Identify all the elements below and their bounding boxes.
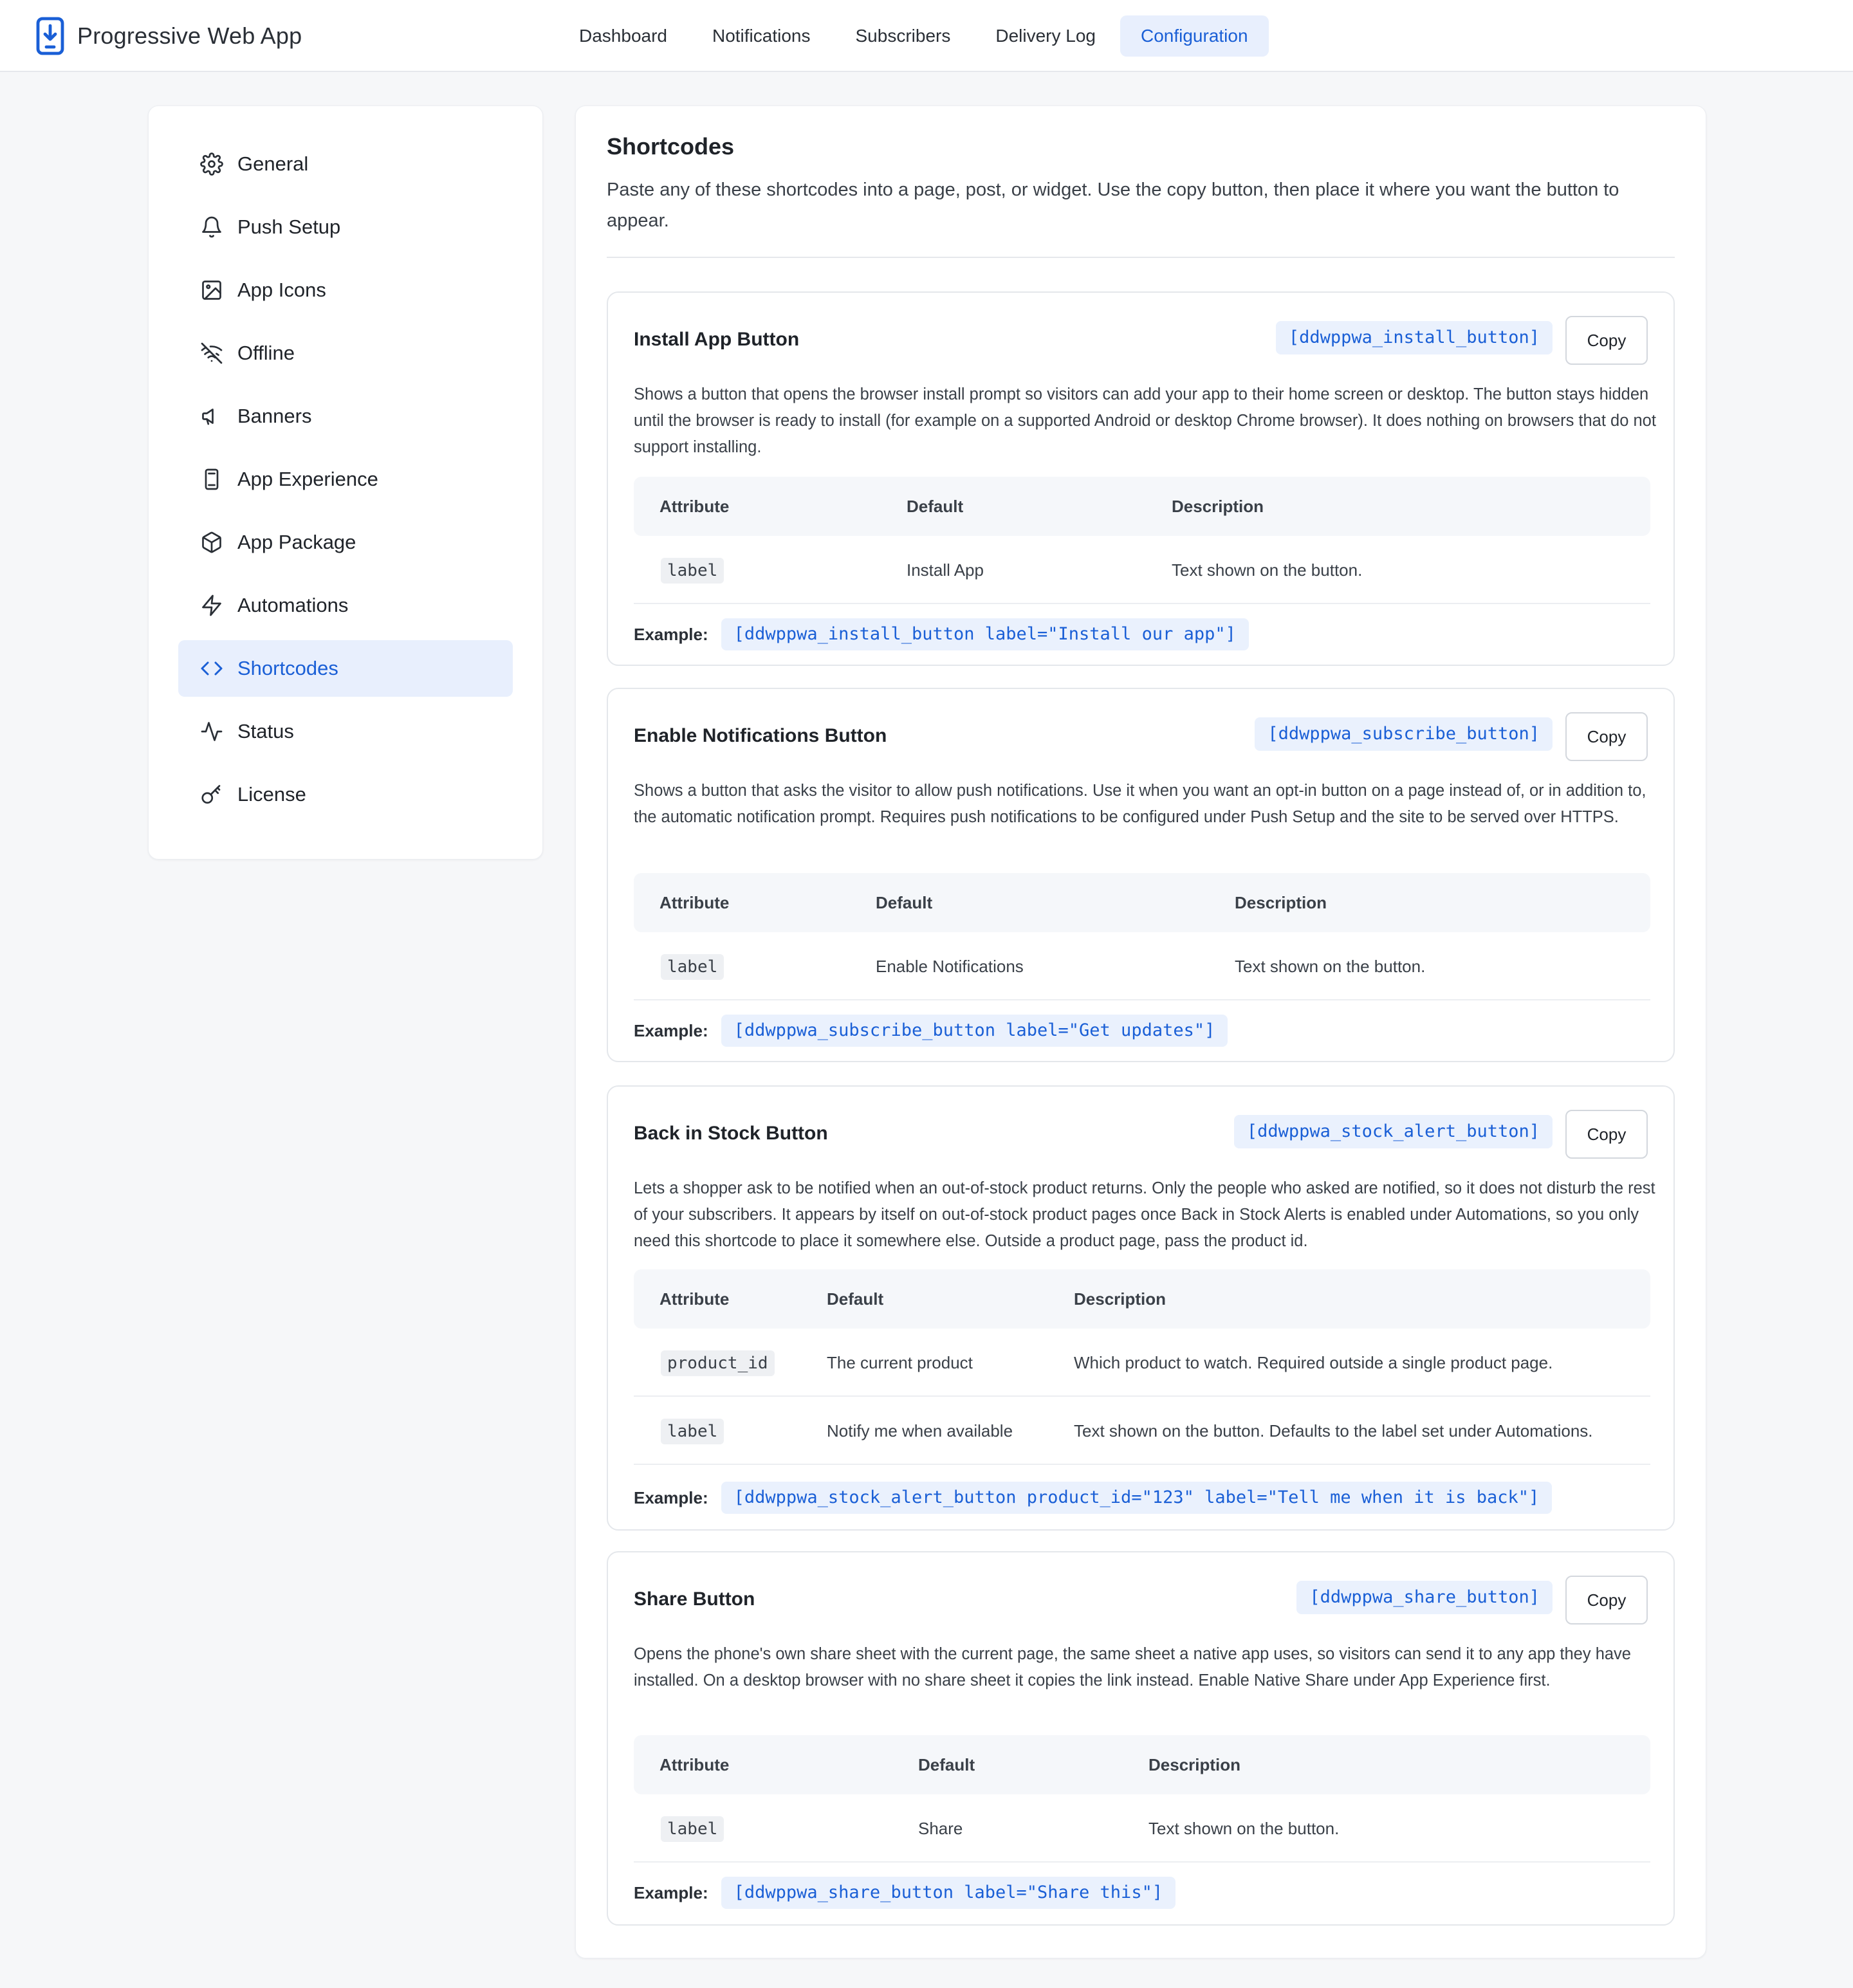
shortcode-chip[interactable]: [ddwppwa_install_button] bbox=[1276, 321, 1553, 354]
sidebar-item-label: Status bbox=[237, 720, 294, 742]
code-icon bbox=[199, 656, 225, 681]
attributes-table bbox=[634, 873, 1650, 1000]
sidebar-item-shortcodes[interactable] bbox=[178, 640, 513, 697]
copy-button[interactable]: Copy bbox=[1565, 1110, 1648, 1159]
attribute-name: product_id bbox=[661, 1350, 775, 1376]
attribute-default: Notify me when available bbox=[827, 1421, 1013, 1440]
card-description: Shows a button that opens the browser install prompt so visitors can add your app to their home screen or desktop. The button stays hidden until the browser is ready to install (for example on a supported Android or desktop Chrome browser). It does nothing on browsers that do not support installing. bbox=[634, 385, 1656, 456]
tab-subscribers[interactable]: Subscribers bbox=[855, 26, 951, 46]
example-line bbox=[634, 618, 1249, 650]
attribute-description: Text shown on the button. bbox=[1148, 1819, 1340, 1838]
activity-icon bbox=[199, 719, 225, 744]
table-row bbox=[634, 1397, 1650, 1465]
copy-button[interactable]: Copy bbox=[1565, 1576, 1648, 1624]
sidebar-item-label: App Experience bbox=[237, 468, 378, 490]
wifi-off-icon bbox=[199, 340, 225, 366]
table-row bbox=[634, 932, 1650, 1000]
sidebar-item-automations[interactable] bbox=[178, 577, 513, 634]
sidebar-item-label: Banners bbox=[237, 405, 312, 427]
sidebar-item-label: App Icons bbox=[237, 279, 326, 301]
card-title: Install App Button bbox=[634, 329, 800, 350]
example-code[interactable]: [ddwppwa_install_button label="Install our app"] bbox=[721, 618, 1249, 650]
example-code[interactable]: [ddwppwa_share_button label="Share this"] bbox=[721, 1877, 1175, 1909]
card-description: Opens the phone's own share sheet with the current page, the same sheet a native app uses, so visitors can send it to any app they have installed. On a desktop browser with no share sheet it copies the link instead. Enable Native Share under App Experience first. bbox=[634, 1645, 1631, 1689]
copy-button[interactable]: Copy bbox=[1565, 316, 1648, 365]
sidebar-item-banners[interactable] bbox=[178, 388, 513, 445]
sidebar-item-push-setup[interactable] bbox=[178, 199, 513, 255]
gear-icon bbox=[199, 151, 225, 177]
brand[interactable] bbox=[36, 17, 302, 55]
app-install-logo-icon bbox=[36, 17, 64, 55]
table-row bbox=[634, 1329, 1650, 1397]
attribute-default: Install App bbox=[907, 560, 984, 580]
card-title: Enable Notifications Button bbox=[634, 725, 887, 746]
settings-sidebar bbox=[148, 106, 543, 860]
copy-button[interactable]: Copy bbox=[1565, 712, 1648, 761]
shortcode-chip[interactable]: [ddwppwa_subscribe_button] bbox=[1255, 717, 1553, 751]
example-code[interactable]: [ddwppwa_stock_alert_button product_id="123" label="Tell me when it is back"] bbox=[721, 1482, 1553, 1514]
shortcode-card-install bbox=[607, 291, 1675, 666]
column-header-description: Description bbox=[1148, 1755, 1241, 1774]
column-header-default: Default bbox=[876, 893, 933, 912]
attribute-default: Enable Notifications bbox=[876, 957, 1024, 976]
table-header bbox=[634, 873, 1650, 932]
sidebar-item-general[interactable] bbox=[178, 136, 513, 192]
attribute-description: Text shown on the button. bbox=[1235, 957, 1426, 976]
attribute-description: Text shown on the button. bbox=[1172, 560, 1363, 580]
sidebar-item-label: Push Setup bbox=[237, 216, 341, 238]
column-header-default: Default bbox=[918, 1755, 975, 1774]
bell-icon bbox=[199, 214, 225, 240]
shortcode-card-share bbox=[607, 1551, 1675, 1926]
example-label: Example: bbox=[634, 624, 708, 644]
attribute-name: label bbox=[661, 954, 724, 980]
page-title: Shortcodes bbox=[607, 133, 735, 160]
example-line bbox=[634, 1015, 1228, 1047]
table-row bbox=[634, 536, 1650, 604]
example-label: Example: bbox=[634, 1487, 708, 1507]
tab-delivery-log[interactable]: Delivery Log bbox=[995, 26, 1096, 46]
card-description: Shows a button that asks the visitor to allow push notifications. Use it when you want an opt-in button on a page instead of, or in addition to, the automatic notification prompt. Requires push notifications to be configured under Push Setup and the site to be served over HTTPS. bbox=[634, 782, 1646, 826]
attributes-table bbox=[634, 1735, 1650, 1863]
column-header-attribute: Attribute bbox=[659, 893, 730, 912]
attribute-description: Text shown on the button. Defaults to the label set under Automations. bbox=[1074, 1421, 1593, 1440]
sidebar-item-app-experience[interactable] bbox=[178, 451, 513, 508]
attributes-table bbox=[634, 477, 1650, 604]
column-header-default: Default bbox=[907, 497, 964, 516]
sidebar-item-status[interactable] bbox=[178, 703, 513, 760]
box-icon bbox=[199, 529, 225, 555]
sidebar-item-label: General bbox=[237, 152, 309, 175]
example-label: Example: bbox=[634, 1882, 708, 1902]
shortcode-card-stock-alert bbox=[607, 1085, 1675, 1531]
example-label: Example: bbox=[634, 1020, 708, 1040]
top-bar bbox=[0, 0, 1853, 72]
table-header bbox=[634, 1735, 1650, 1794]
shortcode-chip[interactable]: [ddwppwa_stock_alert_button] bbox=[1234, 1115, 1553, 1148]
key-icon bbox=[199, 782, 225, 807]
card-description: Lets a shopper ask to be notified when an out-of-stock product returns. Only the people who asked are notified, so it does not disturb the rest of your subscribers. It appears by itself on out-of-stock product pages once Back in Stock Alerts is enabled under Automations, so you only need this shortcode to place it somewhere else. Outside a product page, pass the product id. bbox=[634, 1179, 1655, 1250]
page-intro: Paste any of these shortcodes into a page, post, or widget. Use the copy button, then place it where you want the button to appear. bbox=[607, 179, 1619, 231]
table-header bbox=[634, 1269, 1650, 1329]
shortcodes-panel bbox=[575, 106, 1706, 1958]
tab-dashboard[interactable]: Dashboard bbox=[579, 26, 667, 46]
column-header-attribute: Attribute bbox=[659, 497, 730, 516]
column-header-description: Description bbox=[1074, 1289, 1166, 1309]
sidebar-item-label: Automations bbox=[237, 594, 349, 616]
megaphone-icon bbox=[199, 403, 225, 429]
attribute-description: Which product to watch. Required outside a single product page. bbox=[1074, 1353, 1553, 1372]
attribute-name: label bbox=[661, 1419, 724, 1444]
shortcode-card-subscribe bbox=[607, 688, 1675, 1062]
sidebar-item-app-package[interactable] bbox=[178, 514, 513, 571]
table-header bbox=[634, 477, 1650, 536]
example-line bbox=[634, 1877, 1175, 1909]
attribute-name: label bbox=[661, 558, 724, 584]
sidebar-item-license[interactable] bbox=[178, 766, 513, 823]
sidebar-item-label: Shortcodes bbox=[237, 657, 338, 679]
example-code[interactable]: [ddwppwa_subscribe_button label="Get updates"] bbox=[721, 1015, 1228, 1047]
column-header-description: Description bbox=[1172, 497, 1264, 516]
shortcode-chip[interactable]: [ddwppwa_share_button] bbox=[1296, 1581, 1553, 1614]
column-header-attribute: Attribute bbox=[659, 1289, 730, 1309]
app-title: Progressive Web App bbox=[77, 23, 302, 49]
column-header-description: Description bbox=[1235, 893, 1327, 912]
attribute-name: label bbox=[661, 1816, 724, 1842]
column-header-default: Default bbox=[827, 1289, 884, 1309]
attributes-table bbox=[634, 1269, 1650, 1465]
sidebar-item-label: App Package bbox=[237, 531, 356, 553]
table-row bbox=[634, 1794, 1650, 1863]
example-line bbox=[634, 1482, 1552, 1514]
divider bbox=[607, 257, 1675, 258]
card-title: Share Button bbox=[634, 1588, 755, 1610]
main-nav bbox=[558, 15, 1273, 57]
attribute-default: The current product bbox=[827, 1353, 973, 1372]
sidebar-item-label: License bbox=[237, 783, 306, 805]
phone-icon bbox=[199, 466, 225, 492]
sidebar-item-app-icons[interactable] bbox=[178, 262, 513, 318]
column-header-attribute: Attribute bbox=[659, 1755, 730, 1774]
lightning-icon bbox=[199, 593, 225, 618]
image-icon bbox=[199, 277, 225, 303]
sidebar-item-label: Offline bbox=[237, 342, 295, 364]
tab-notifications[interactable]: Notifications bbox=[712, 26, 811, 46]
tab-configuration[interactable]: Configuration bbox=[1120, 15, 1269, 57]
attribute-default: Share bbox=[918, 1819, 963, 1838]
card-title: Back in Stock Button bbox=[634, 1123, 828, 1144]
sidebar-item-offline[interactable] bbox=[178, 325, 513, 382]
